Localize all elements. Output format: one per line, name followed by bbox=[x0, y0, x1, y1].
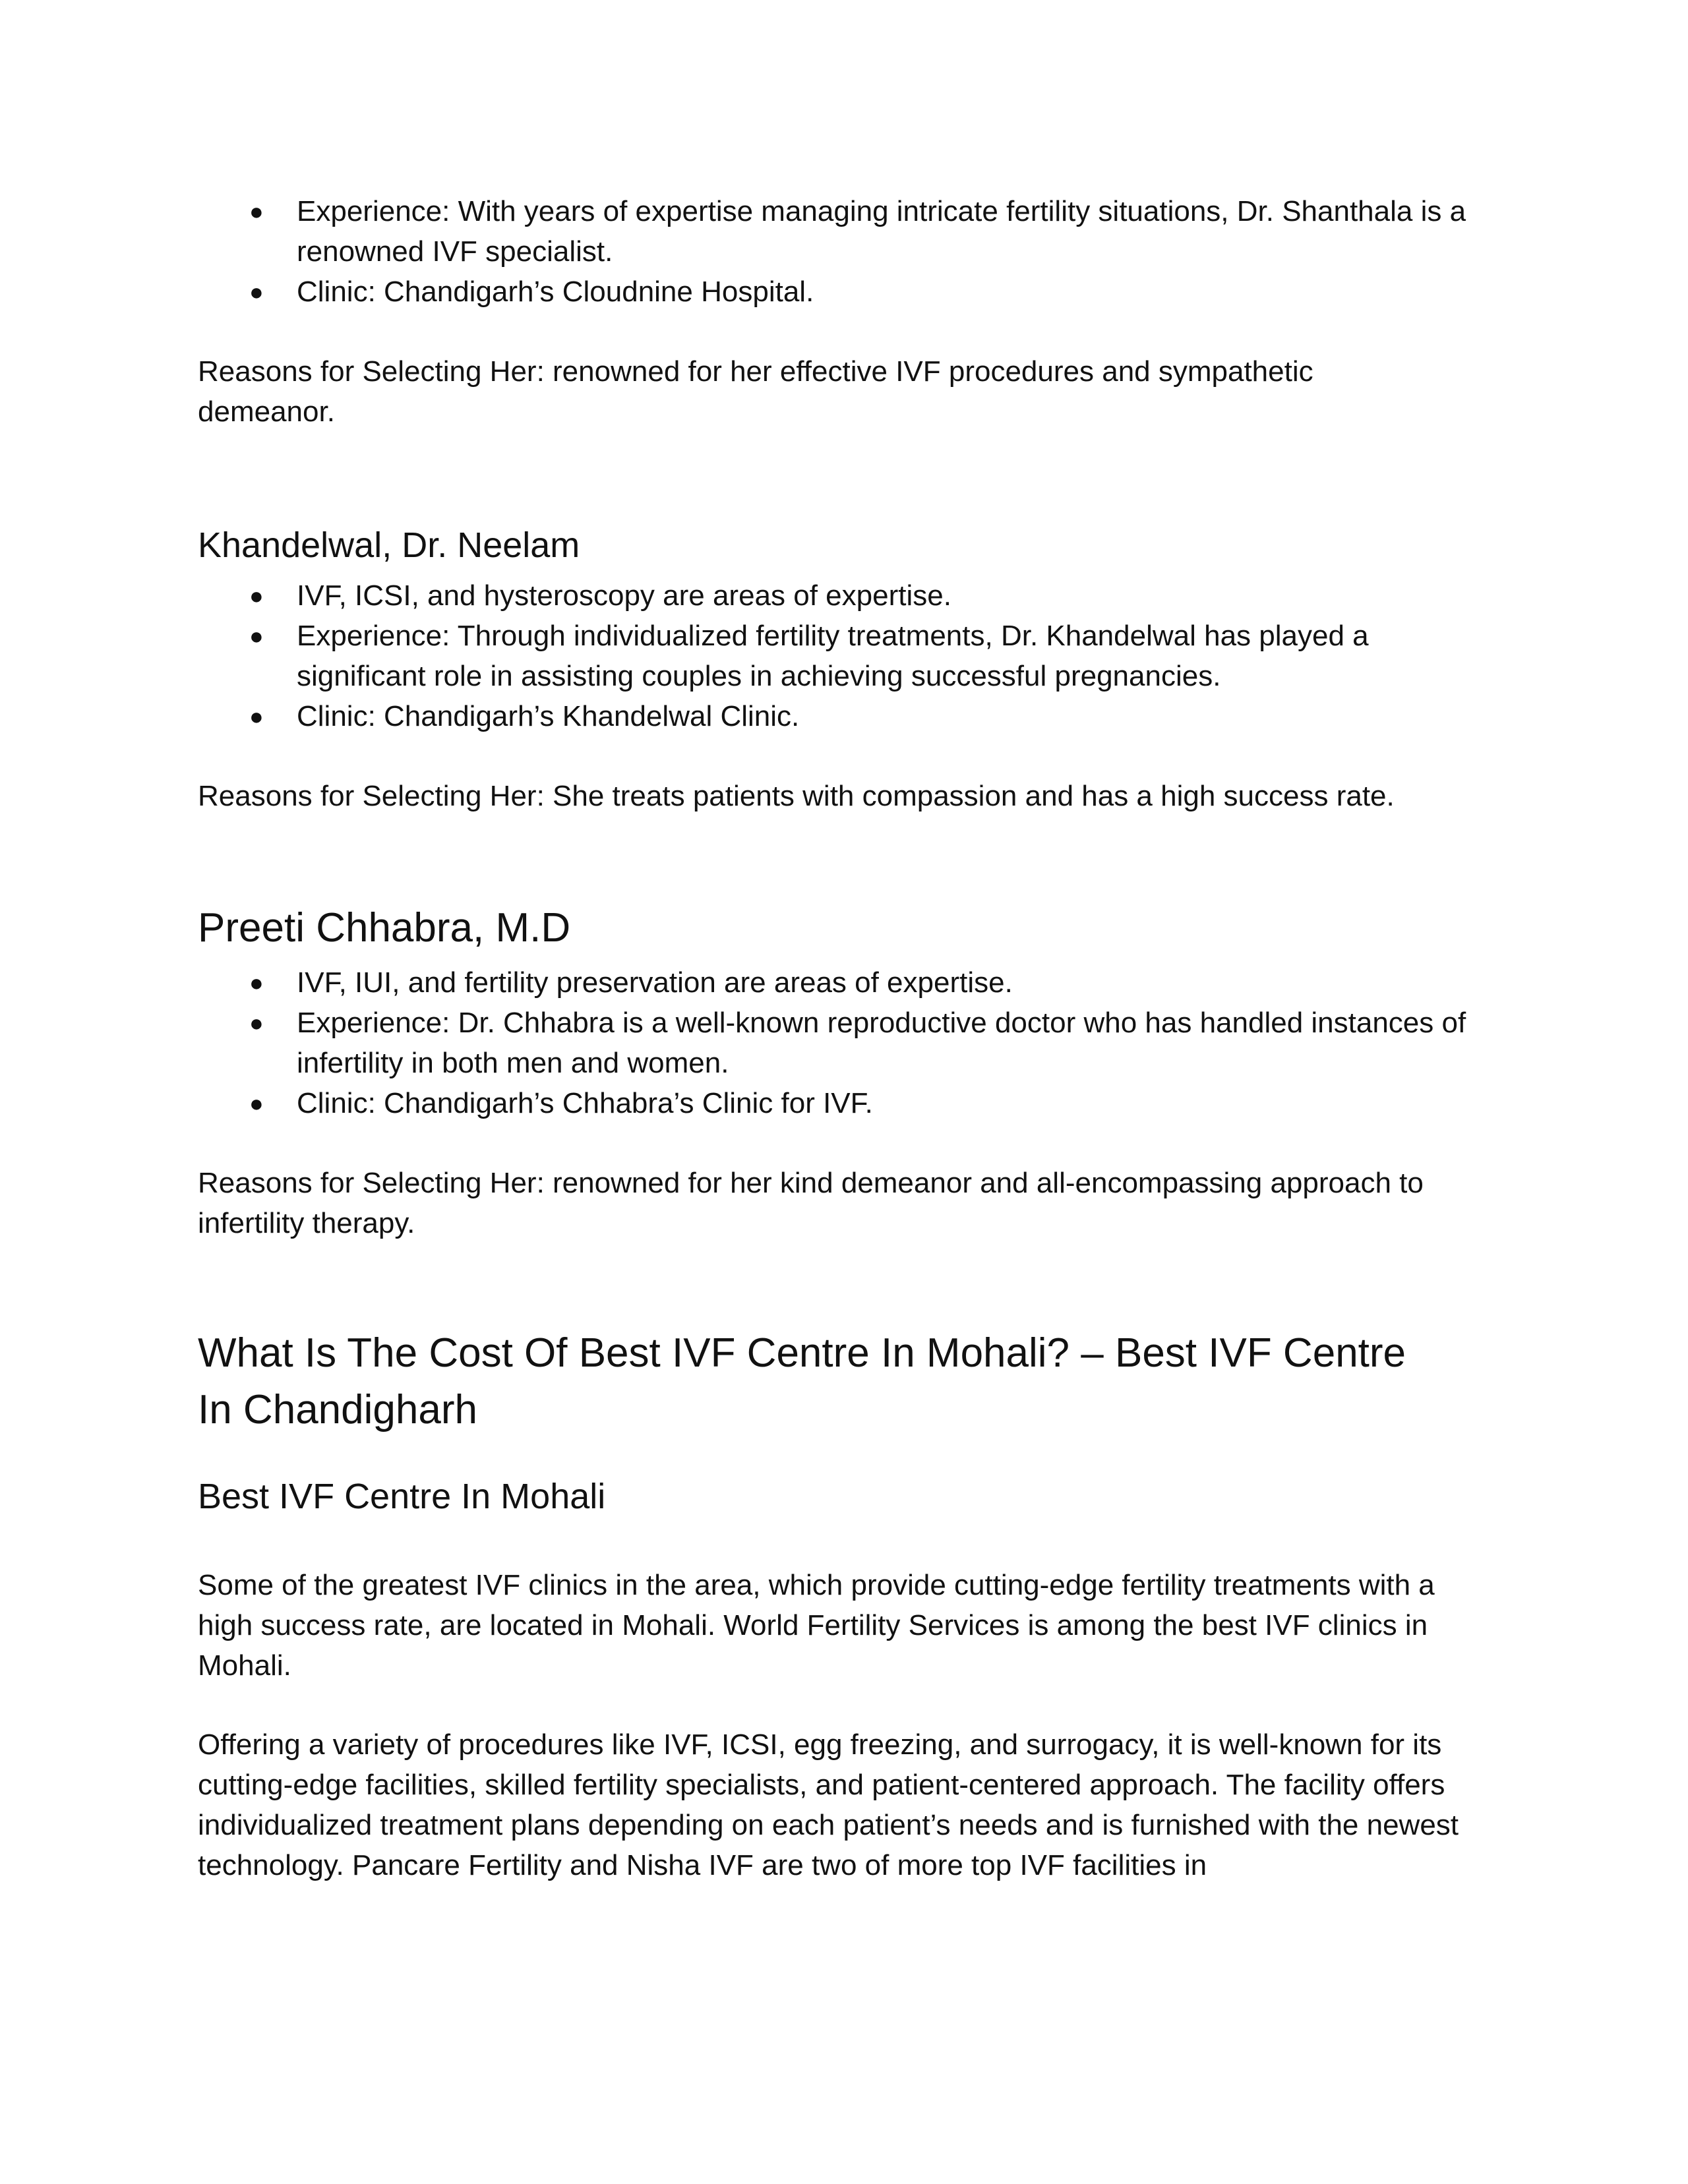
bullet-icon: ● bbox=[249, 1009, 264, 1036]
document-content bbox=[198, 191, 1503, 1885]
bullet-icon: ● bbox=[249, 582, 264, 609]
list-item bbox=[198, 1003, 1503, 1083]
list-item-text: Experience: With years of expertise managing intricate fertility situations, Dr. Shanthala is a renowned IVF specialist. bbox=[297, 195, 1466, 268]
bullet-icon: ● bbox=[249, 278, 264, 305]
bullet-icon: ● bbox=[249, 969, 264, 996]
list-item-text: Clinic: Chandigarh’s Cloudnine Hospital. bbox=[297, 276, 814, 308]
reason-paragraph: Reasons for Selecting Her: renowned for her kind demeanor and all-encompassing approach to infertility therapy. bbox=[198, 1167, 1424, 1239]
list-item-text: IVF, ICSI, and hysteroscopy are areas of expertise. bbox=[297, 579, 951, 612]
reason-paragraph: Reasons for Selecting Her: She treats patients with compassion and has a high success rate. bbox=[198, 780, 1395, 812]
list-item-text: Clinic: Chandigarh’s Chhabra’s Clinic for IVF. bbox=[297, 1087, 873, 1119]
doctor-heading-chhabra: Preeti Chhabra, M.D bbox=[198, 905, 571, 951]
khandelwal-bullet-list bbox=[198, 576, 1451, 736]
bullet-icon: ● bbox=[249, 622, 264, 649]
list-item bbox=[198, 1083, 1503, 1123]
list-item-text: IVF, IUI, and fertility preservation are areas of expertise. bbox=[297, 966, 1013, 999]
list-item bbox=[198, 962, 1503, 1003]
subheading-mohali: Best IVF Centre In Mohali bbox=[198, 1477, 606, 1516]
list-item-text: Clinic: Chandigarh’s Khandelwal Clinic. bbox=[297, 700, 800, 732]
intro-bullet-list bbox=[198, 191, 1470, 312]
section-heading-cost: What Is The Cost Of Best IVF Centre In Mohali? – Best IVF Centre In Chandigharh bbox=[198, 1330, 1406, 1432]
body-paragraph: Offering a variety of procedures like IVF, ICSI, egg freezing, and surrogacy, it is well-known for its cutting-edge facilities, skilled fertility specialists, and patient-centered approach. The facility offers individualized treatment plans depending on each patient’s needs and is furnished with the newest technology. Pancare Fertility and Nisha IVF are two of more top IVF facilities in bbox=[198, 1728, 1459, 1881]
list-item bbox=[198, 272, 1470, 312]
doctor-heading-khandelwal: Khandelwal, Dr. Neelam bbox=[198, 525, 580, 565]
bullet-icon: ● bbox=[249, 198, 264, 225]
bullet-icon: ● bbox=[249, 1090, 264, 1117]
reason-paragraph: Reasons for Selecting Her: renowned for her effective IVF procedures and sympathetic demeanor. bbox=[198, 355, 1313, 428]
chhabra-bullet-list bbox=[198, 962, 1503, 1123]
list-item bbox=[198, 191, 1470, 272]
list-item bbox=[198, 616, 1451, 696]
list-item-text: Experience: Dr. Chhabra is a well-known reproductive doctor who has handled instances of infertility in both men and women. bbox=[297, 1007, 1466, 1079]
bullet-icon: ● bbox=[249, 703, 264, 730]
body-paragraph: Some of the greatest IVF clinics in the area, which provide cutting-edge fertility treatments with a high success rate, are located in Mohali. World Fertility Services is among the best IVF clinics in Mohali. bbox=[198, 1569, 1435, 1682]
list-item-text: Experience: Through individualized fertility treatments, Dr. Khandelwal has played a significant role in assisting couples in achieving successful pregnancies. bbox=[297, 620, 1369, 692]
list-item bbox=[198, 576, 1451, 616]
list-item bbox=[198, 696, 1451, 736]
